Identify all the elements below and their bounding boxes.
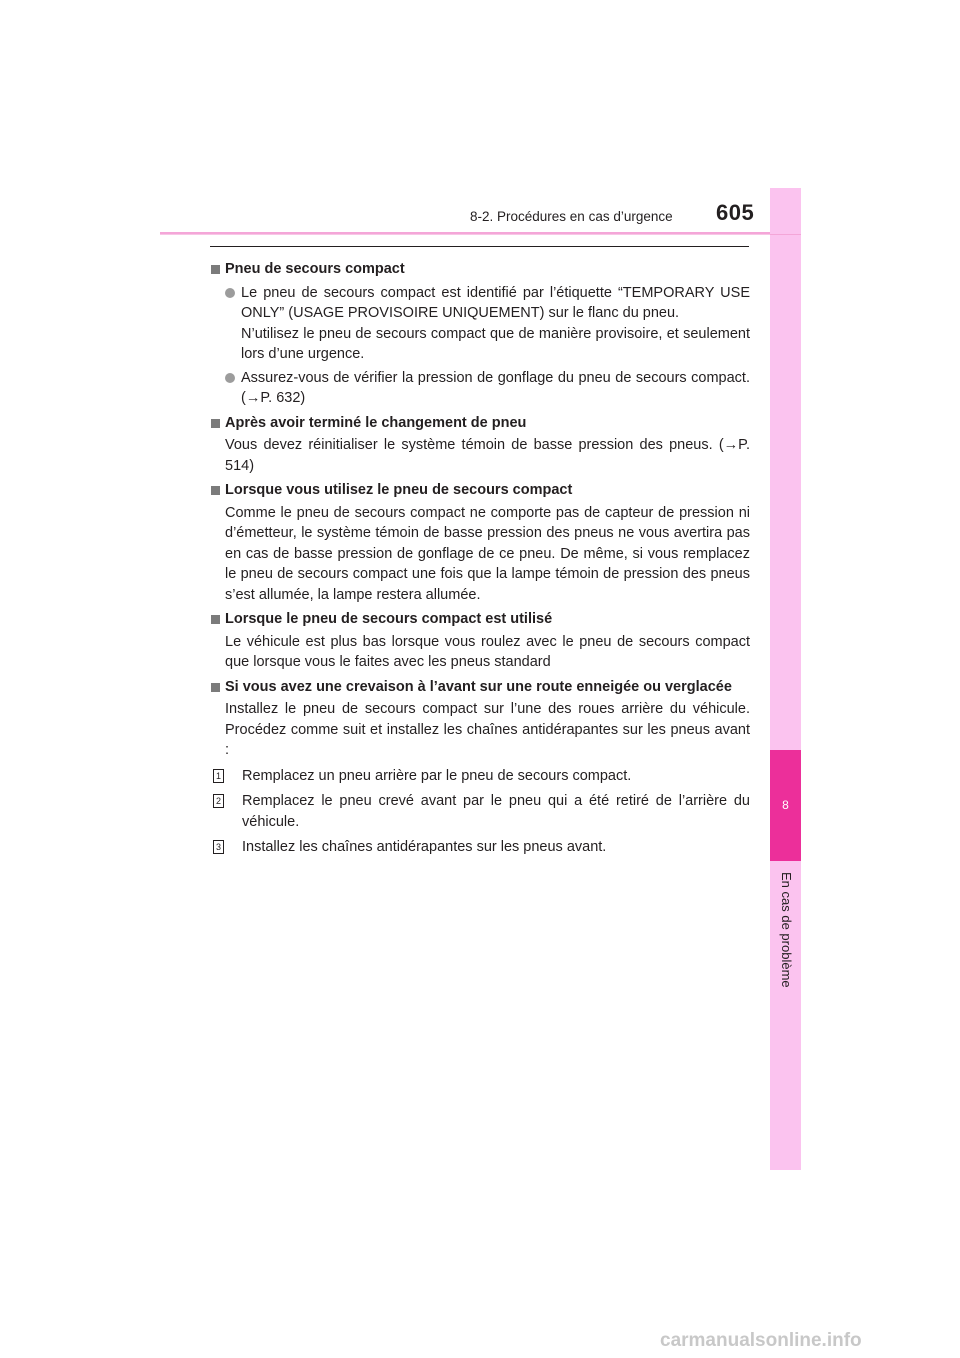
section-heading: [210, 259, 750, 280]
round-bullet-icon: [225, 373, 235, 383]
round-bullet-icon: [225, 288, 235, 298]
bullet-text: Le pneu de secours compact est identifié par l’étiquette “TEMPORARY USE ONLY” (USAGE PROVISOIRE UNIQUEMENT) sur le flanc du pneu.: [241, 284, 750, 321]
section-heading: [210, 677, 750, 698]
paragraph: Comme le pneu de secours compact ne comporte pas de capteur de pression ni d’émetteur, le système témoin de basse pression des pneus ne vous avertira pas en cas de basse pression de gonflage de ce pneu. De même, si vous remplacez le pneu de secours compact une fois que la lampe témoin de pression des pneus s’est allumée, la lampe restera allumée.: [225, 504, 750, 603]
chapter-label: En cas de problème: [779, 872, 794, 988]
step-item: [210, 791, 750, 832]
paragraph: Le véhicule est plus bas lorsque vous roulez avec le pneu de secours compact que lorsque vous le faites avec les pneus standard: [225, 633, 750, 670]
section-heading: [210, 480, 750, 501]
page-number: 605: [716, 200, 755, 225]
bullet-text-continued: N’utilisez le pneu de secours compact que de manière provisoire, et seulement lors d’une urgence.: [241, 325, 750, 362]
heading-text: Après avoir terminé le changement de pneu: [225, 414, 527, 431]
step-number: 1: [213, 769, 224, 783]
bullet-item: [210, 368, 750, 409]
square-bullet-icon: [211, 486, 220, 495]
page-content: [210, 255, 750, 858]
square-bullet-icon: [211, 265, 220, 274]
section-title: 8-2. Procédures en cas d’urgence: [470, 209, 673, 224]
bullet-item: [210, 283, 750, 365]
heading-text: Si vous avez une crevaison à l’avant sur une route enneigée ou verglacée: [225, 678, 732, 695]
square-bullet-icon: [211, 419, 220, 428]
section-heading: [210, 609, 750, 630]
step-text: Installez les chaînes antidérapantes sur les pneus avant.: [242, 839, 607, 855]
square-bullet-icon: [211, 683, 220, 692]
header-rule-secondary: [160, 234, 770, 235]
section-heading: [210, 413, 750, 434]
content-top-rule: [210, 246, 749, 247]
side-tab-divider: [770, 234, 801, 235]
paragraph: Vous devez réinitialiser le système témoin de basse pression des pneus. (→P. 514): [225, 437, 750, 474]
step-number: 2: [213, 794, 224, 808]
step-text: Remplacez un pneu arrière par le pneu de secours compact.: [242, 767, 632, 784]
heading-text: Pneu de secours compact: [225, 261, 405, 277]
step-item: [210, 837, 750, 858]
watermark[interactable]: carmanualsonline.info: [660, 1330, 862, 1351]
heading-text: Lorsque vous utilisez le pneu de secours compact: [225, 482, 573, 498]
heading-text: Lorsque le pneu de secours compact est utilisé: [225, 611, 553, 627]
step-item: [210, 766, 750, 787]
step-number: 3: [213, 840, 224, 854]
bullet-text: Assurez-vous de vérifier la pression de gonflage du pneu de secours compact. (→P. 632): [241, 369, 750, 406]
paragraph: Installez le pneu de secours compact sur l’une des roues arrière du véhicule. Procédez comme suit et installez les chaînes antidérapantes sur les pneus avant :: [225, 701, 750, 758]
square-bullet-icon: [211, 615, 220, 624]
chapter-number: 8: [782, 798, 789, 812]
chapter-side-tab: [770, 188, 801, 1170]
step-text: Remplacez le pneu crevé avant par le pneu qui a été retiré de l’arrière du véhicule.: [242, 793, 750, 830]
